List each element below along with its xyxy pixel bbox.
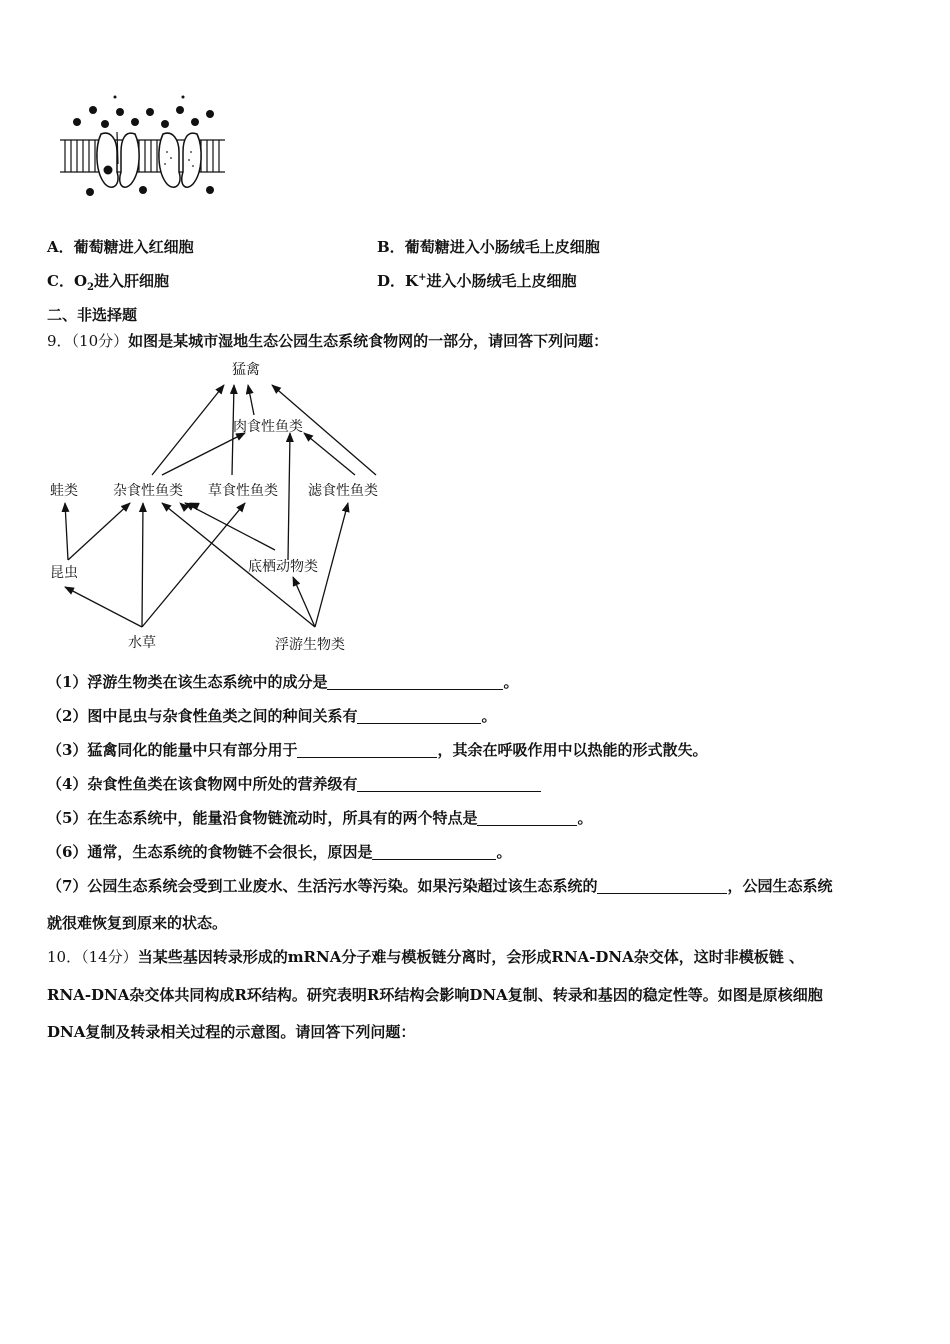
option-d-letter: D． xyxy=(377,272,406,290)
question-9-stem xyxy=(47,330,608,351)
option-c-subscript: 2 xyxy=(87,282,94,293)
food-web-diagram xyxy=(40,355,400,655)
option-c-text-post: 进入肝细胞 xyxy=(94,272,170,290)
answer-blank-3[interactable] xyxy=(297,742,437,758)
sub-question-3-end: ，其余在呼吸作用中以热能的形式散失。 xyxy=(437,741,708,759)
sub-question-3 xyxy=(47,739,707,760)
option-b[interactable] xyxy=(377,236,600,257)
sub-question-6-end: 。 xyxy=(496,843,512,861)
sub-question-4 xyxy=(47,773,541,794)
sub-question-7-continued: 就很难恢复到原来的状态。 xyxy=(47,914,228,932)
question-10-text-1: 当某些基因转录形成的mRNA分子难与模板链分离时，会形成RNA-DNA杂交体，这时非模板链 、 xyxy=(137,948,804,966)
option-d[interactable] xyxy=(377,270,576,291)
sub-question-4-text: （4）杂食性鱼类在该食物网中所处的营养级有 xyxy=(47,775,358,793)
sub-question-1-end: 。 xyxy=(503,673,519,691)
node-frog: 蛙类 xyxy=(50,483,78,499)
option-a[interactable] xyxy=(47,236,194,257)
sub-question-1 xyxy=(47,671,518,692)
sub-question-3-text: （3）猛禽同化的能量中只有部分用于 xyxy=(47,741,298,759)
answer-blank-6[interactable] xyxy=(372,844,496,860)
answer-blank-7[interactable] xyxy=(597,878,727,894)
question-9-score: （10分） xyxy=(71,332,129,350)
question-9-text: 如图是某城市湿地生态公园生态系统食物网的一部分，请回答下列问题： xyxy=(128,332,609,350)
question-10-score: （14分） xyxy=(81,948,138,966)
node-omnivorous-fish: 杂食性鱼类 xyxy=(113,483,183,499)
sub-question-2-end: 。 xyxy=(481,707,497,725)
sub-question-2-text: （2）图中昆虫与杂食性鱼类之间的种间关系有 xyxy=(47,707,358,725)
node-carnivorous-fish: 肉食性鱼类 xyxy=(233,419,303,435)
answer-blank-1[interactable] xyxy=(327,674,503,690)
option-a-letter: A． xyxy=(47,238,74,256)
membrane-transport-figure xyxy=(55,92,230,202)
answer-blank-4[interactable] xyxy=(357,776,541,792)
option-c[interactable] xyxy=(47,270,169,293)
node-waterweed: 水草 xyxy=(128,635,156,651)
sub-question-7-text: （7）公园生态系统会受到工业废水、生活污水等污染。如果污染超过该生态系统的 xyxy=(47,877,598,895)
node-filter-fish: 滤食性鱼类 xyxy=(308,483,378,499)
sub-question-5-text: （5）在生态系统中，能量沿食物链流动时，所具有的两个特点是 xyxy=(47,809,478,827)
node-herbivorous-fish: 草食性鱼类 xyxy=(208,483,278,499)
section-title: 二、非选择题 xyxy=(47,306,138,324)
answer-blank-5[interactable] xyxy=(477,810,577,826)
node-insect: 昆虫 xyxy=(50,565,78,581)
option-a-text: 葡萄糖进入红细胞 xyxy=(73,238,194,256)
node-benthic: 底栖动物类 xyxy=(248,559,318,575)
question-10-line-3: DNA复制及转录相关过程的示意图。请回答下列问题： xyxy=(47,1023,416,1041)
option-b-letter: B． xyxy=(377,238,405,256)
answer-blank-2[interactable] xyxy=(357,708,481,724)
question-10-number: 10． xyxy=(47,948,82,966)
sub-question-5-end: 。 xyxy=(577,809,593,827)
sub-question-7-end: ，公园生态系统 xyxy=(727,877,833,895)
question-9-number: 9． xyxy=(47,332,72,350)
sub-question-2 xyxy=(47,705,496,726)
sub-question-6 xyxy=(47,841,511,862)
node-plankton: 浮游生物类 xyxy=(275,637,345,653)
node-raptor: 猛禽 xyxy=(232,362,260,378)
sub-question-6-text: （6）通常，生态系统的食物链不会很长，原因是 xyxy=(47,843,373,861)
option-b-text: 葡萄糖进入小肠绒毛上皮细胞 xyxy=(404,238,600,256)
option-c-text-pre: O xyxy=(73,272,88,290)
option-c-letter: C． xyxy=(47,272,74,290)
question-10-line-1 xyxy=(47,946,804,967)
option-d-text-pre: K xyxy=(405,272,419,290)
sub-question-5 xyxy=(47,807,592,828)
sub-question-7 xyxy=(47,875,832,896)
sub-question-1-text: （1）浮游生物类在该生态系统中的成分是 xyxy=(47,673,328,691)
option-d-superscript: + xyxy=(418,272,427,283)
option-d-text-post: 进入小肠绒毛上皮细胞 xyxy=(426,272,577,290)
question-10-line-2: RNA-DNA杂交体共同构成R环结构。研究表明R环结构会影响DNA复制、转录和基因的稳定性等。如图是原核细胞 xyxy=(47,986,823,1004)
